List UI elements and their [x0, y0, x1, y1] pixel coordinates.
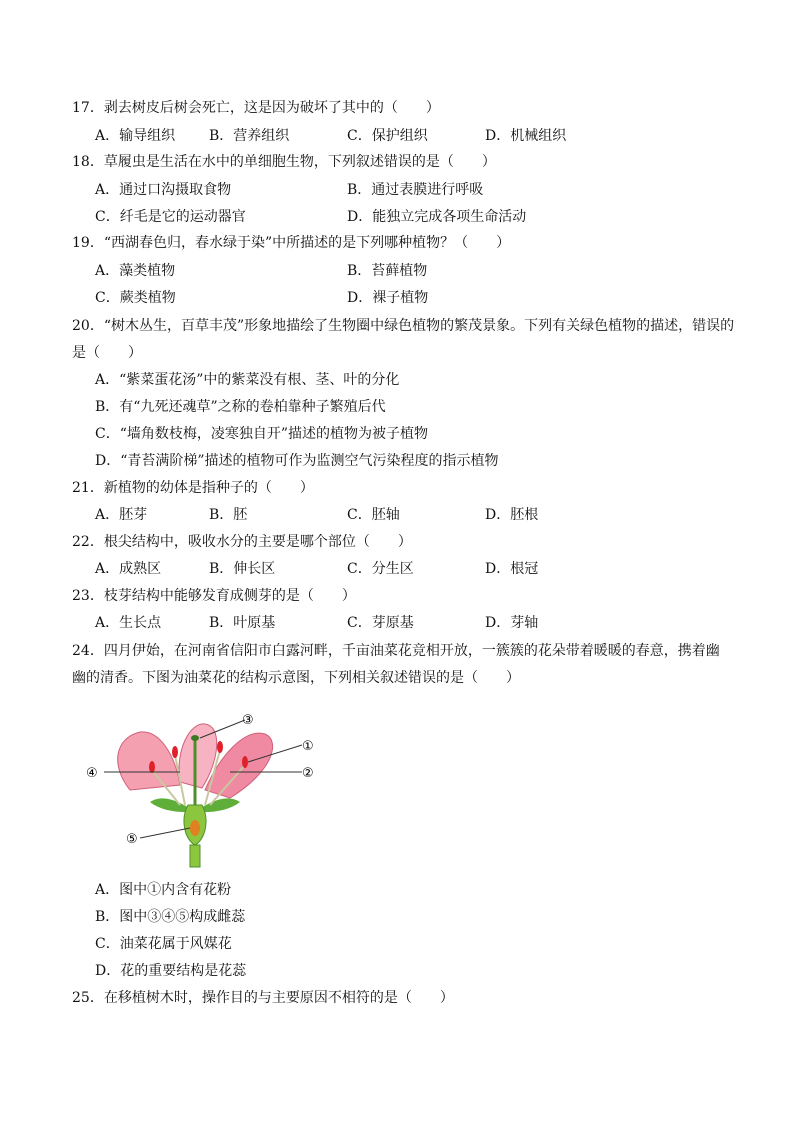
q17-option-a: A．输导组织 [95, 128, 176, 144]
anther-4 [149, 761, 155, 773]
anther-3 [242, 756, 248, 768]
q18-option-c: C．纤毛是它的运动器官 [95, 209, 246, 225]
question-22-stem: 22．根尖结构中，吸收水分的主要是哪个部位（ ） [72, 534, 412, 550]
q21-option-d: D．胚根 [485, 507, 539, 523]
q23-option-b: B．叶原基 [209, 615, 276, 631]
flower-diagram-svg [80, 710, 340, 870]
q20-option-d: D．“青苔满阶梯”描述的植物可作为监测空气污染程度的指示植物 [95, 453, 499, 469]
q23-option-d: D．芽轴 [485, 615, 539, 631]
q19-option-b: B．苔藓植物 [347, 263, 428, 279]
question-18-stem: 18．草履虫是生活在水中的单细胞生物，下列叙述错误的是（ ） [72, 154, 496, 170]
leader-5 [140, 828, 190, 838]
question-24-stem-line2: 幽的清香。下图为油菜花的结构示意图，下列相关叙述错误的是（ ） [72, 670, 520, 686]
label-4: ④ [86, 766, 98, 781]
q23-option-c: C．芽原基 [347, 615, 414, 631]
stalk [190, 845, 200, 867]
q20-option-a: A．“紫菜蛋花汤”中的紫菜没有根、茎、叶的分化 [95, 372, 400, 388]
q21-option-a: A．胚芽 [95, 507, 148, 523]
petal-left [118, 732, 180, 790]
q17-option-d: D．机械组织 [485, 128, 567, 144]
label-3: ③ [242, 713, 254, 728]
stigma [191, 735, 199, 741]
ovule [190, 820, 200, 836]
q19-option-a: A．藻类植物 [95, 263, 176, 279]
rapeseed-flower-diagram [80, 710, 340, 870]
question-20-stem-line1: 20．“树木丛生，百草丰茂”形象地描绘了生物圈中绿色植物的繁茂景象。下列有关绿色植物的描述，错误的 [72, 318, 735, 334]
question-25-stem: 25．在移植树木时，操作目的与主要原因不相符的是（ ） [72, 990, 454, 1006]
q23-option-a: A．生长点 [95, 615, 162, 631]
q18-option-b: B．通过表膜进行呼吸 [347, 182, 484, 198]
q17-option-b: B．营养组织 [209, 128, 290, 144]
q18-option-d: D．能独立完成各项生命活动 [347, 209, 527, 225]
question-21-stem: 21．新植物的幼体是指种子的（ ） [72, 480, 314, 496]
label-2: ② [302, 766, 314, 781]
q19-option-d: D．裸子植物 [347, 290, 429, 306]
q24-option-c: C．油菜花属于风媒花 [95, 936, 232, 952]
question-23-stem: 23．枝芽结构中能够发育成侧芽的是（ ） [72, 588, 356, 604]
question-24-stem-line1: 24．四月伊始，在河南省信阳市白露河畔，千亩油菜花竞相开放，一簇簇的花朵带着暖暖的春意，携着幽 [72, 643, 720, 659]
q20-option-b: B．有“九死还魂草”之称的卷柏靠种子繁殖后代 [95, 399, 386, 415]
q19-option-c: C．蕨类植物 [95, 290, 176, 306]
question-17-stem: 17．剥去树皮后树会死亡，这是因为破坏了其中的（ ） [72, 100, 440, 116]
q17-option-c: C．保护组织 [347, 128, 428, 144]
q22-option-c: C．分生区 [347, 561, 414, 577]
q20-option-c: C．“墙角数枝梅，凌寒独自开”描述的植物为被子植物 [95, 426, 429, 442]
anther-2 [217, 741, 223, 753]
q21-option-c: C．胚轴 [347, 507, 400, 523]
q18-option-a: A．通过口沟摄取食物 [95, 182, 232, 198]
q24-option-b: B．图中③④⑤构成雌蕊 [95, 909, 246, 925]
q24-option-a: A．图中①内含有花粉 [95, 882, 232, 898]
q24-option-d: D．花的重要结构是花蕊 [95, 963, 247, 979]
q22-option-d: D．根冠 [485, 561, 539, 577]
question-19-stem: 19．“西湖春色归，春水绿于染”中所描述的是下列哪种植物？（ ） [72, 235, 511, 251]
q22-option-b: B．伸长区 [209, 561, 276, 577]
q22-option-a: A．成熟区 [95, 561, 162, 577]
label-5: ⑤ [126, 832, 138, 847]
anther-1 [172, 746, 178, 758]
q21-option-b: B．胚 [209, 507, 248, 523]
label-1: ① [302, 739, 314, 754]
question-20-stem-line2: 是（ ） [72, 345, 142, 361]
